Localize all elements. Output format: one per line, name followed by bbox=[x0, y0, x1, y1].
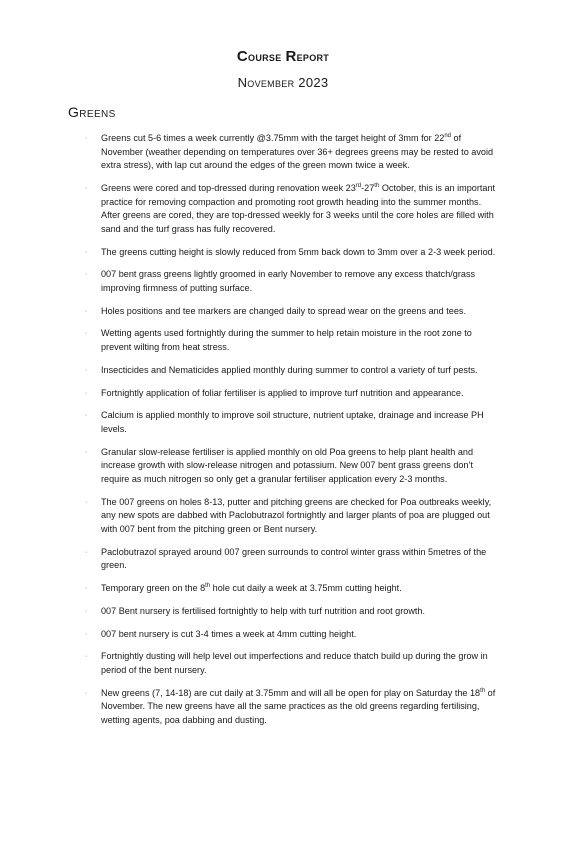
list-item-text: -27 bbox=[361, 182, 375, 193]
section-heading: Greens bbox=[68, 104, 116, 120]
list-item bbox=[85, 409, 498, 436]
list-item-text: 007 bent nursery is cut 3-4 times a week at 4mm cutting height. bbox=[101, 628, 357, 639]
list-item bbox=[85, 605, 498, 619]
list-item-text: Fortnightly application of foliar fertiliser is applied to improve turf nutrition and appearance. bbox=[101, 387, 464, 398]
list-item-text: Insecticides and Nematicides applied monthly during summer to control a variety of turf pests. bbox=[101, 364, 478, 375]
list-item bbox=[85, 268, 498, 295]
page-title bbox=[68, 48, 498, 65]
list-item bbox=[85, 496, 498, 537]
page-subtitle: November 2023 bbox=[237, 75, 329, 90]
list-item-text: New greens (7, 14-18) are cut daily at 3.75mm and will all be open for play on Saturday the 18 bbox=[101, 687, 481, 698]
list-item bbox=[85, 182, 498, 236]
list-item-text: 007 bent grass greens lightly groomed in early November to remove any excess thatch/grass improving firmness of putting surface. bbox=[101, 269, 476, 293]
document-page bbox=[0, 48, 566, 849]
list-item bbox=[85, 305, 498, 319]
list-item bbox=[85, 650, 498, 677]
list-item-text: 007 Bent nursery is fertilised fortnightly to help with turf nutrition and root growth. bbox=[101, 605, 426, 616]
list-item-text: Calcium is applied monthly to improve soil structure, nutrient uptake, drainage and increase PH levels. bbox=[101, 410, 484, 434]
bullet-marker: · bbox=[85, 366, 88, 374]
title-rest-2: eport bbox=[296, 49, 330, 64]
bullet-marker: · bbox=[85, 448, 88, 456]
list-item-text: Temporary green on the 8 bbox=[101, 583, 206, 594]
list-item-text: The greens cutting height is slowly reduced from 5mm back down to 3mm over a 2-3 week period. bbox=[101, 246, 496, 257]
list-item bbox=[85, 246, 498, 260]
list-item-text: Granular slow-release fertiliser is applied monthly on old Poa greens to help plant health and increase growth with slow-release nitrogen and potassium. New 007 bent grass greens don’t require as much nitrogen so only get a granular fertiliser application every 2-3 months. bbox=[101, 446, 474, 484]
list-item-text: Holes positions and tee markers are changed daily to spread wear on the greens and tees. bbox=[101, 305, 466, 316]
list-item-text: hole cut daily a week at 3.75mm cutting height. bbox=[210, 583, 402, 594]
list-item bbox=[85, 364, 498, 378]
bullet-marker: · bbox=[85, 389, 88, 397]
bullet-marker: · bbox=[85, 412, 88, 420]
title-initial-2: R bbox=[285, 48, 297, 65]
superscript-text: th bbox=[480, 687, 486, 694]
list-item bbox=[85, 327, 498, 354]
bullet-marker: · bbox=[85, 607, 88, 615]
list-item-text: of November (weather depending on temperatures over 36+ degrees greens may be rested to avoid extra stress), with lap cut around the edges of the green mown twice a week. bbox=[101, 133, 494, 171]
bullet-marker: · bbox=[85, 330, 88, 338]
list-item-text: The 007 greens on holes 8-13, putter and pitching greens are checked for Poa outbreaks weekly, any new spots are dabbed with Paclobutrazol fortnightly and larger plants of poa are plugged out with 007 bent from the pitching green or Bent nursery. bbox=[101, 496, 492, 534]
title-rest-1: ourse bbox=[248, 49, 286, 64]
list-item-text: Paclobutrazol sprayed around 007 green surrounds to control winter grass within 5metres of the green. bbox=[101, 546, 487, 571]
bullet-marker: · bbox=[85, 630, 88, 638]
bullet-marker: · bbox=[85, 271, 88, 279]
list-item-text: Greens were cored and top-dressed during renovation week 23 bbox=[101, 182, 356, 193]
bullet-marker: · bbox=[85, 498, 88, 506]
superscript-text: th bbox=[374, 182, 380, 189]
list-item bbox=[85, 582, 498, 596]
list-item-text: Fortnightly dusting will help level out imperfections and reduce thatch build up during the grow in period of the bent nursery. bbox=[101, 651, 488, 676]
list-item bbox=[85, 446, 498, 487]
list-item bbox=[85, 132, 498, 173]
bullet-marker: · bbox=[85, 307, 88, 315]
bullet-marker: · bbox=[85, 548, 88, 556]
list-item bbox=[85, 628, 498, 642]
bullet-marker: · bbox=[85, 184, 88, 192]
superscript-text: rd bbox=[355, 182, 362, 189]
bullet-marker: · bbox=[85, 585, 88, 593]
list-item-text: of November. The new greens have all the same practices as the old greens regarding fertilising, wetting agents, poa dabbing and dusting. bbox=[101, 687, 496, 725]
superscript-text: nd bbox=[444, 133, 452, 139]
bullet-marker: · bbox=[85, 248, 88, 256]
list-item-text: Wetting agents used fortnightly during the summer to help retain moisture in the root zone to prevent wilting from heat stress. bbox=[101, 328, 472, 353]
list-item bbox=[85, 687, 498, 728]
bullet-marker: · bbox=[85, 689, 88, 697]
bullet-marker: · bbox=[85, 135, 88, 142]
title-initial-1: C bbox=[236, 48, 249, 65]
bullet-marker: · bbox=[85, 653, 88, 661]
list-item-text: October, this is an important practice for removing compaction and promoting root growth heading into the summer months. After greens are cored, they are top-dressed weekly for 3 weeks until the core holes are filled with sand and the turf grass has fully recovered. bbox=[101, 182, 496, 234]
list-item bbox=[85, 387, 498, 401]
bullet-list bbox=[68, 132, 498, 728]
superscript-text: th bbox=[205, 583, 211, 590]
list-item bbox=[85, 546, 498, 573]
list-item-text: Greens cut 5-6 times a week currently @3.75mm with the target height of 3mm for 22 bbox=[101, 133, 445, 143]
